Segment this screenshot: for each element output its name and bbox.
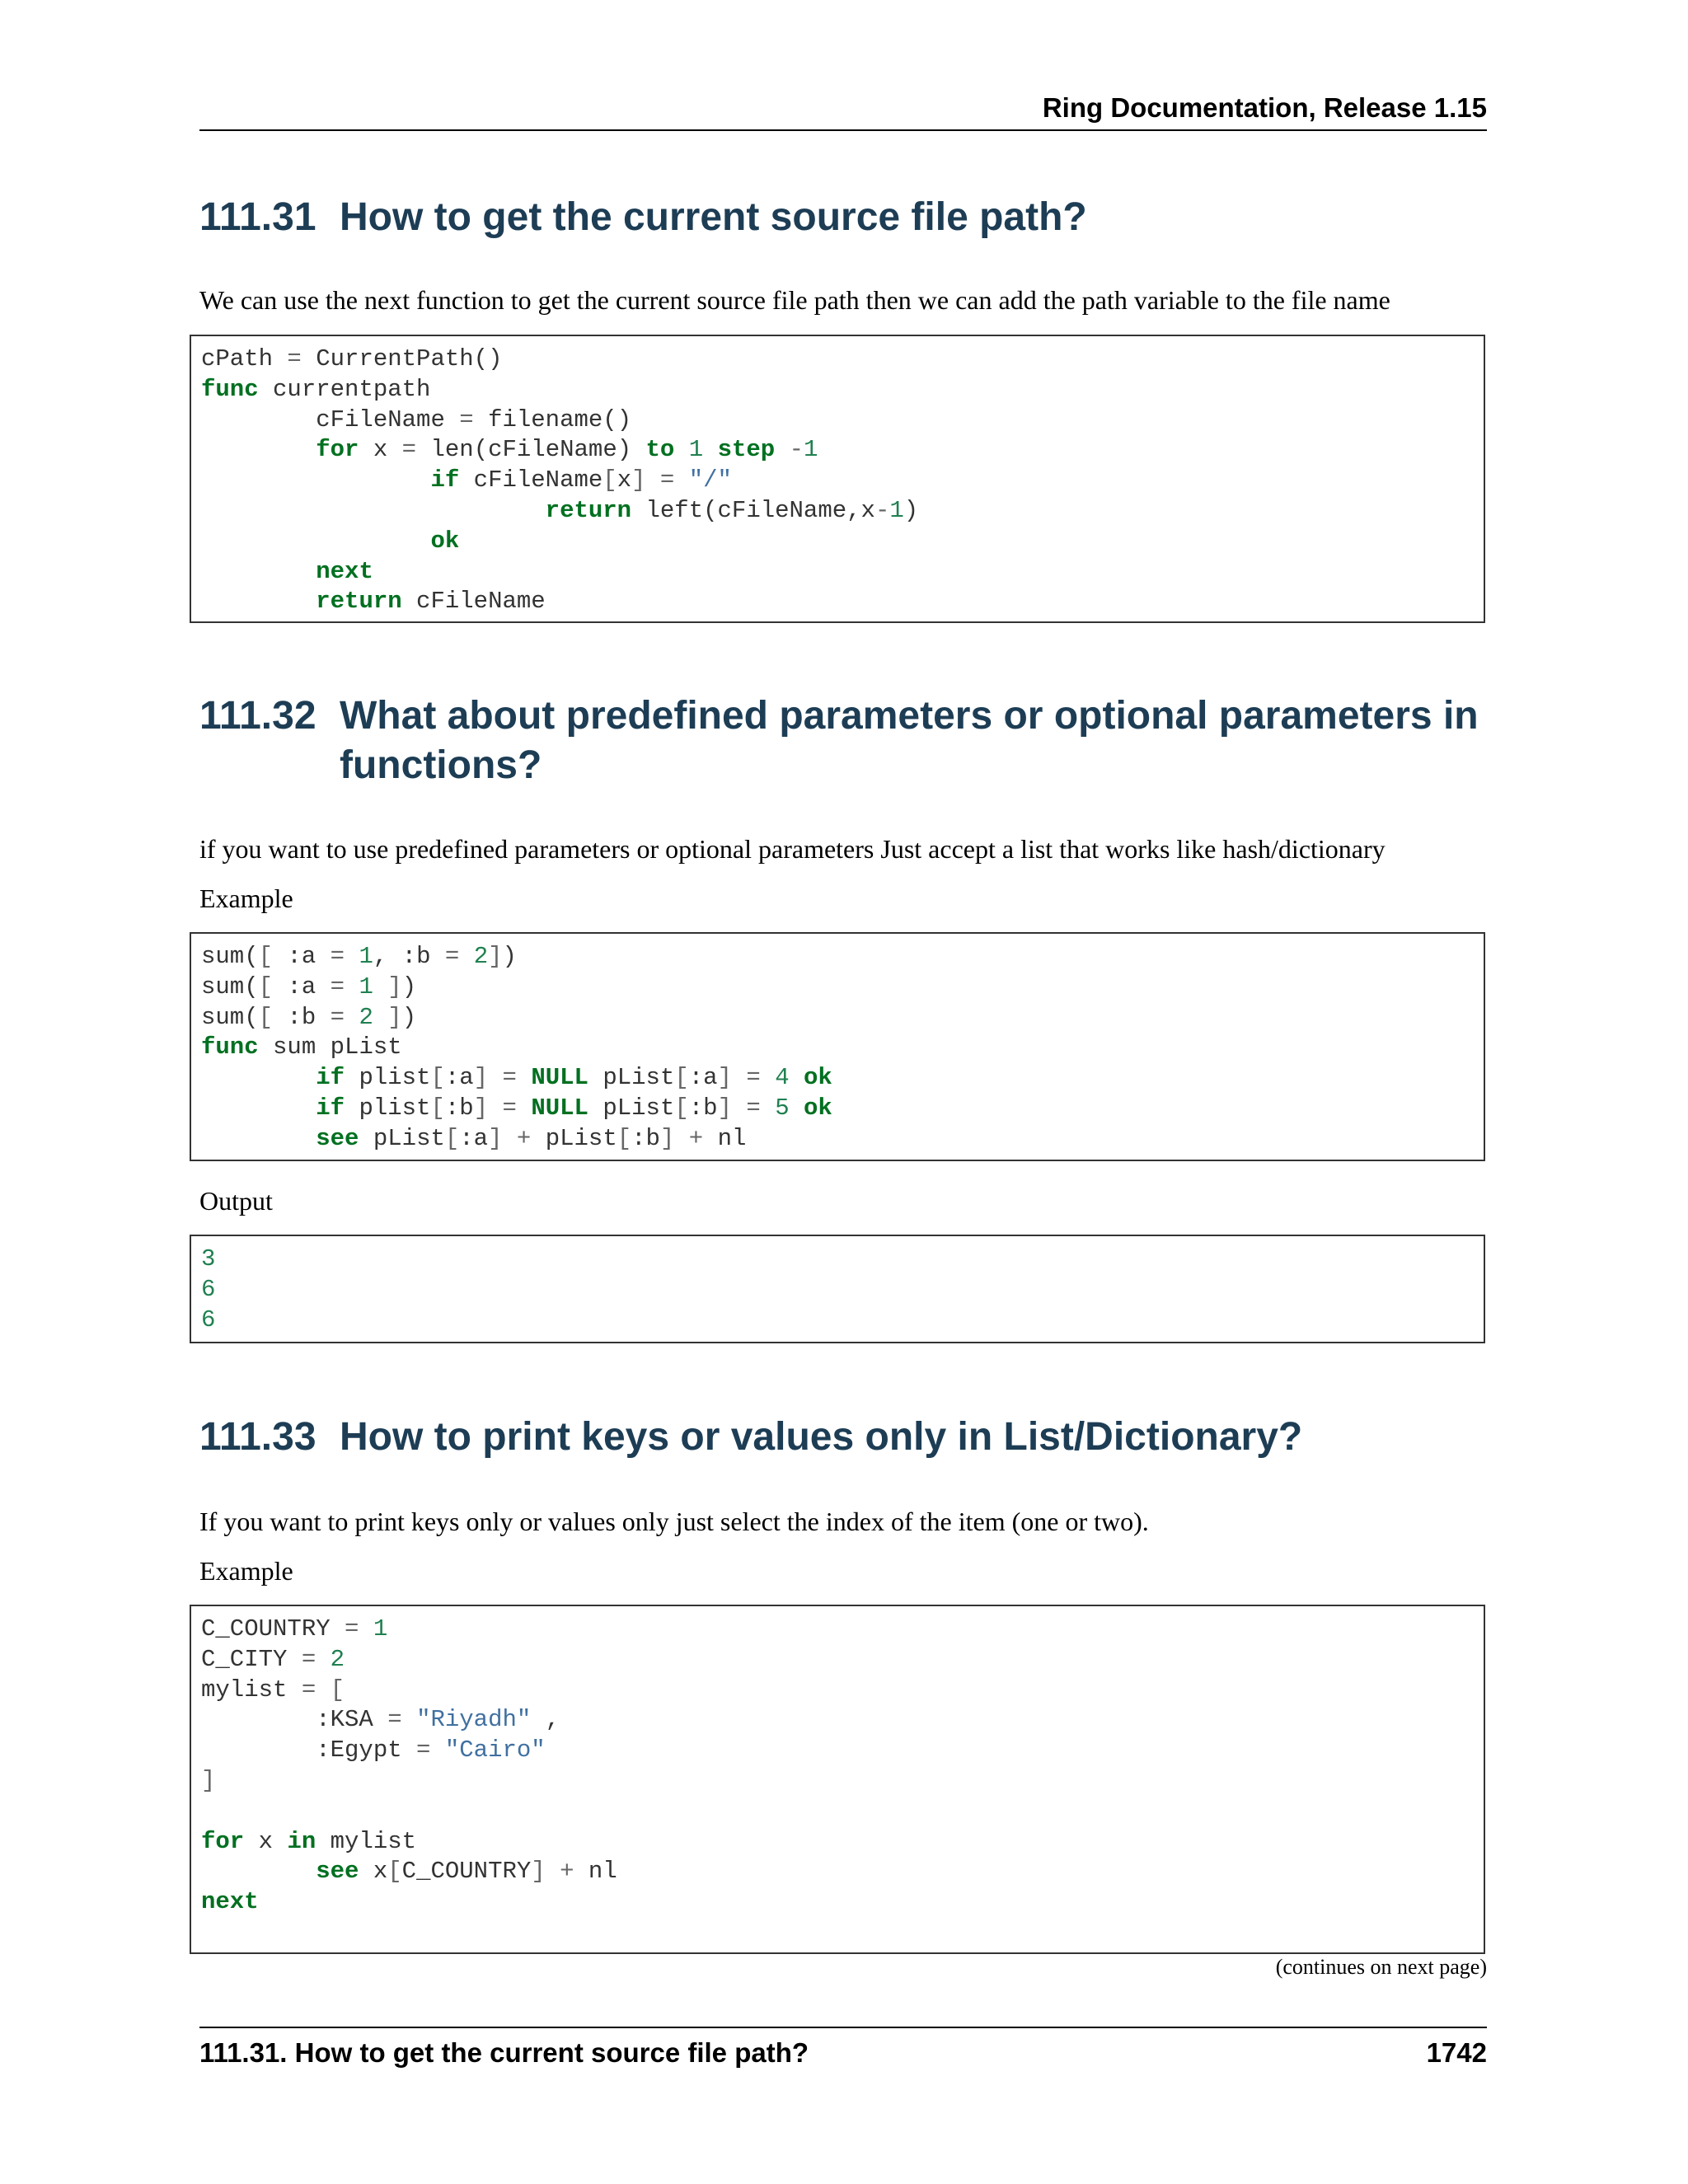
section-intro: if you want to use predefined parameters or optional parameters Just accept a list that works like hash/dictionary [199,834,1386,864]
code-listing: cPath = CurrentPath() func currentpath cFileName = filename() for x = len(cFileName) to 1 step -1 if cFileName[x] = "/" return left(cFileName,x-1) ok next return cFileName [201,345,919,616]
code-block-optional-params [190,932,1485,1161]
code-block-output [190,1235,1485,1343]
section-heading-111-31 [199,193,1487,242]
section-number: 111.33 [199,1415,316,1459]
section-heading-111-32 [199,691,1487,790]
section-heading-111-33 [199,1413,1487,1462]
code-block-keys-values [190,1605,1485,1954]
continues-note: (continues on next page) [1275,1955,1487,1979]
running-header: Ring Documentation, Release 1.15 [1042,92,1487,123]
section-title: What about predefined parameters or optional parameters in functions? [340,694,1479,787]
header-rule [199,129,1487,131]
output-label: Output [199,1186,273,1216]
footer-rule [199,2027,1487,2028]
page-number: 1742 [1426,2037,1487,2068]
section-intro: If you want to print keys only or values only just select the index of the item (one or two). [199,1507,1149,1536]
example-label: Example [199,883,293,913]
section-number: 111.32 [199,694,316,738]
section-title: How to print keys or values only in List/Dictionary? [340,1415,1303,1459]
section-number: 111.31 [199,195,316,239]
example-label: Example [199,1556,293,1586]
footer-section-title: 111.31. How to get the current source file path? [199,2037,809,2068]
section-intro: We can use the next function to get the current source file path then we can add the path variable to the file name [199,285,1390,315]
code-listing: C_COUNTRY = 1 C_CITY = 2 mylist = [ :KSA = "Riyadh" , :Egypt = "Cairo" ] for x in mylist see x[C_COUNTRY] + nl next [201,1615,617,1916]
section-title: How to get the current source file path? [340,195,1087,239]
code-listing: sum([ :a = 1, :b = 2]) sum([ :a = 1 ]) sum([ :b = 2 ]) func sum pList if plist[:a] = NULL pList[:a] = 4 ok if plist[:b] = NULL pList[:b] = 5 ok see pList[:a] + pList[:b] + nl [201,943,832,1152]
code-block-current-path [190,335,1485,623]
code-listing: 3 6 6 [201,1245,216,1333]
